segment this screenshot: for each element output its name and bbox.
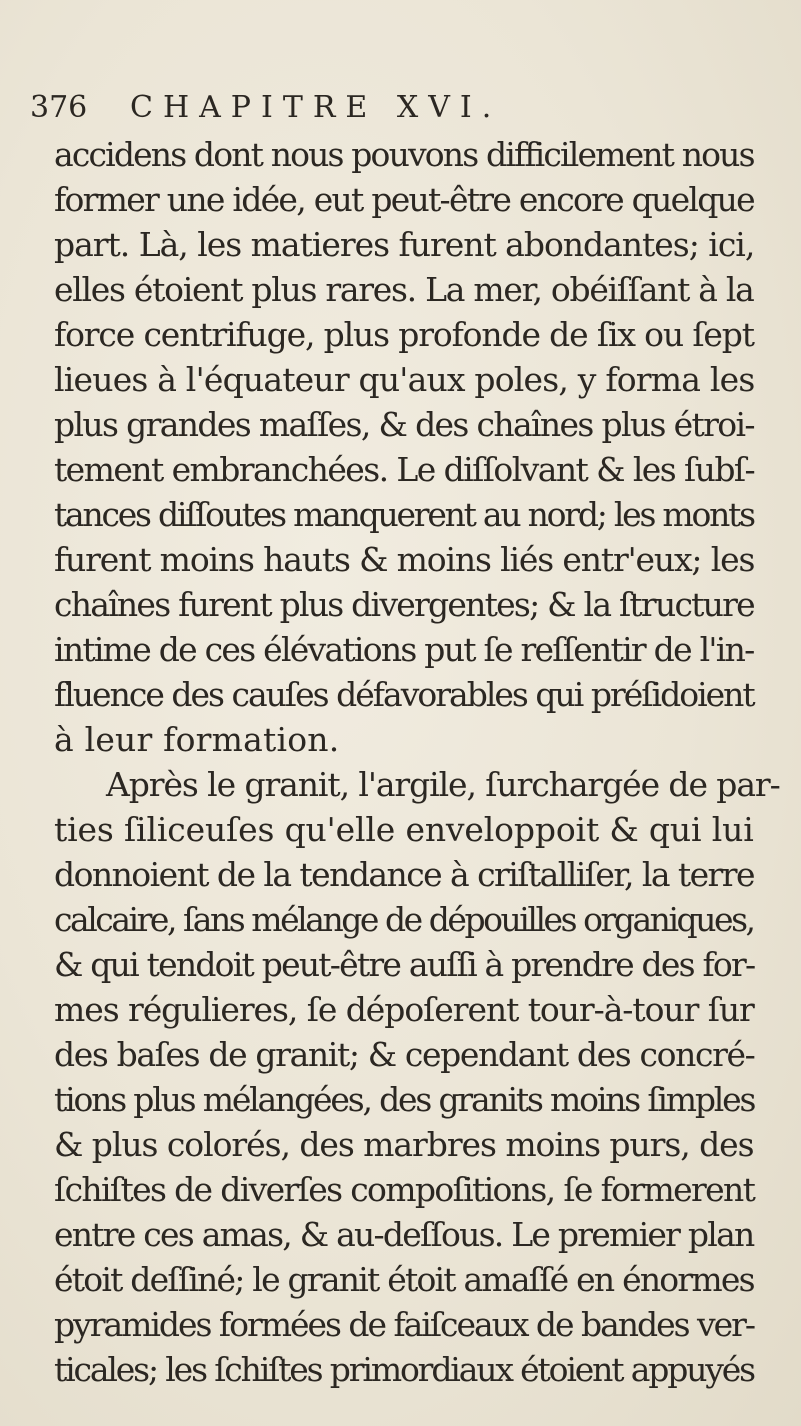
text-line: à leur formation.	[54, 720, 340, 759]
page-header	[30, 88, 690, 128]
text-line: intime de ces élévations put ſe reſſentir de l'in-	[54, 630, 754, 669]
text-line: étoit deſſiné; le granit étoit amaſſé en énormes	[54, 1260, 754, 1299]
running-head: CHAPITRE XVI.	[130, 90, 502, 125]
text-line: furent moins hauts & moins liés entr'eux; les	[54, 540, 755, 579]
text-line: elles étoient plus rares. La mer, obéiſſant à la	[54, 270, 754, 309]
text-line: chaînes furent plus divergentes; & la ſtructure	[54, 585, 754, 624]
text-line: plus grandes maſſes, & des chaînes plus étroi-	[54, 405, 754, 444]
text-line: mes régulieres, ſe dépoſerent tour-à-tour ſur	[54, 990, 754, 1029]
text-line: ticales; les ſchiſtes primordiaux étoient appuyés	[54, 1350, 754, 1389]
text-line: des baſes de granit; & cependant des concré-	[54, 1035, 755, 1074]
text-line: & plus colorés, des marbres moins purs, des	[54, 1125, 754, 1164]
text-line: ties ſiliceuſes qu'elle enveloppoit & qui lui	[54, 810, 754, 849]
text-line: calcaire, ſans mélange de dépouilles organiques,	[54, 900, 754, 939]
text-line: former une idée, eut peut-être encore quelque	[54, 180, 754, 219]
text-line: part. Là, les matieres furent abondantes; ici,	[54, 225, 755, 264]
text-line: tions plus mélangées, des granits moins ſimples	[54, 1080, 755, 1119]
text-line: pyramides formées de faiſceaux de bandes ver-	[54, 1305, 754, 1344]
text-line: fluence des cauſes défavorables qui préſidoient	[54, 675, 754, 714]
text-line: force centrifuge, plus profonde de ſix ou ſept	[54, 315, 754, 354]
page-number: 376	[30, 90, 88, 125]
text-line: accidens dont nous pouvons difficilement nous	[54, 135, 754, 174]
paragraph-first-line: Après le granit, l'argile, ſurchargée de par-	[106, 765, 780, 804]
text-line: donnoient de la tendance à criſtalliſer, la terre	[54, 855, 754, 894]
text-line: ſchiſtes de diverſes compoſitions, ſe formerent	[54, 1170, 755, 1209]
text-line: lieues à l'équateur qu'aux poles, y forma les	[54, 360, 755, 399]
text-line: tement embranchées. Le diſſolvant & les ſubſ-	[54, 450, 755, 489]
text-line: & qui tendoit peut-être auſſi à prendre des for-	[54, 945, 755, 984]
text-line: tances diſſoutes manquerent au nord; les monts	[54, 495, 754, 534]
text-line: entre ces amas, & au-deſſous. Le premier plan	[54, 1215, 754, 1254]
